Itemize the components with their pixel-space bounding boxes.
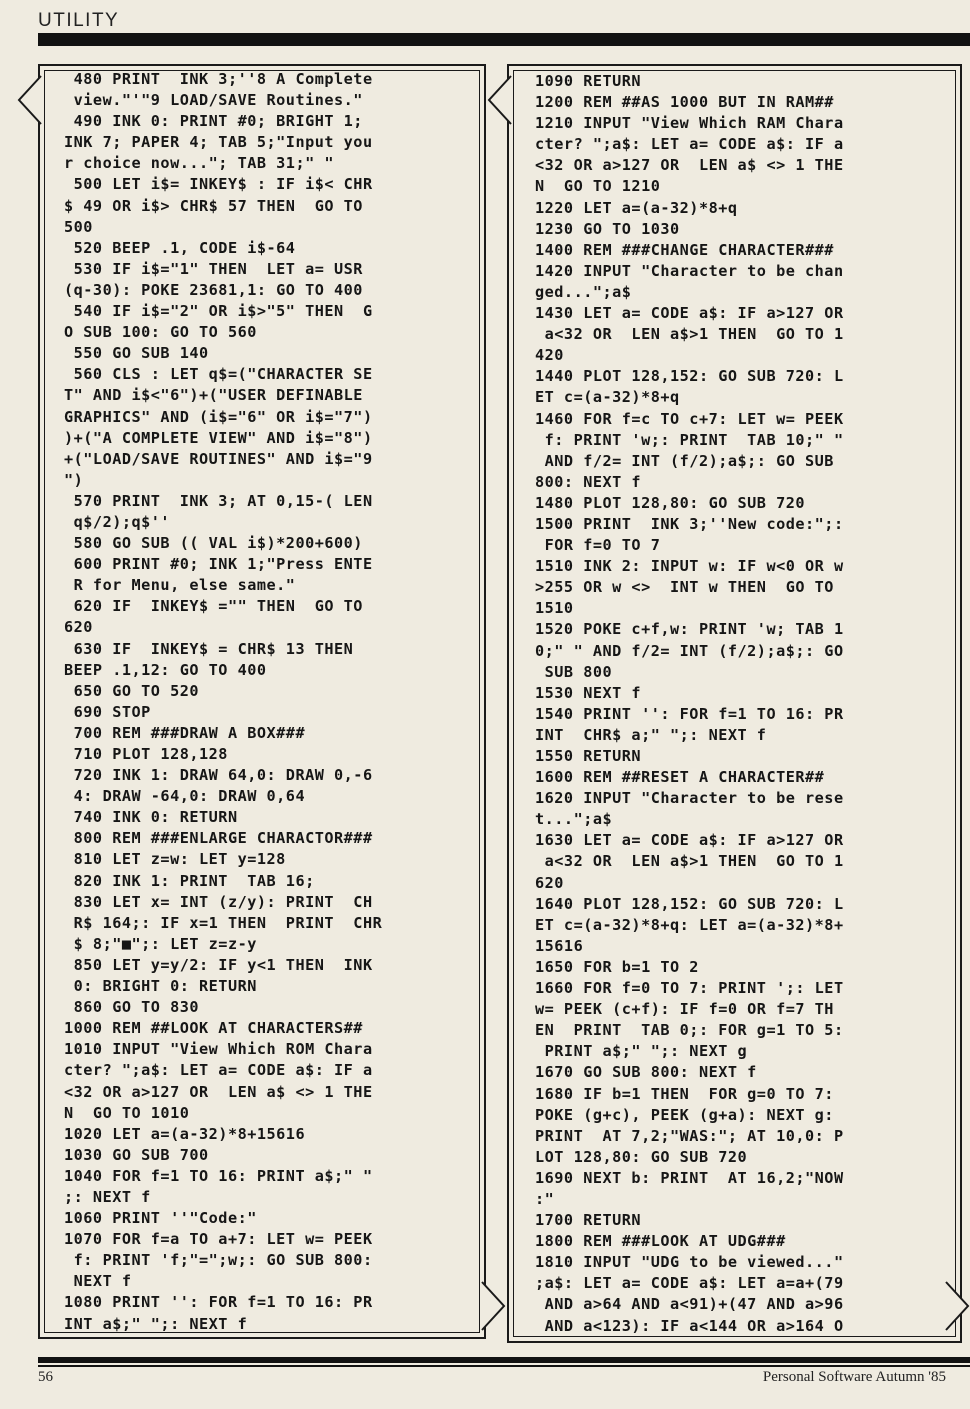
code-line: T" AND i$<"6")+("USER DEFINABLE (64, 386, 363, 405)
code-line: 4: DRAW -64,0: DRAW 0,64 (64, 787, 306, 806)
left-panel-right-arrow-icon (480, 1278, 508, 1334)
code-line: 1620 INPUT "Character to be rese (535, 789, 844, 808)
code-line: 1020 LET a=(a-32)*8+15616 (64, 1124, 306, 1143)
code-line: 1220 LET a=(a-32)*8+q (535, 198, 738, 217)
code-line: 0: BRIGHT 0: RETURN (64, 977, 257, 996)
code-line: INT CHR$ a;" ";: NEXT f (535, 725, 767, 744)
section-title: UTILITY (38, 10, 120, 31)
code-line: N GO TO 1210 (535, 177, 661, 196)
code-line: O SUB 100: GO TO 560 (64, 323, 257, 342)
code-line: 1460 FOR f=c TO c+7: LET w= PEEK (535, 409, 844, 428)
code-line: 700 REM ###DRAW A BOX### (64, 723, 306, 742)
code-line: N GO TO 1010 (64, 1103, 190, 1122)
code-line: ") (64, 470, 84, 489)
code-line: EN PRINT TAB 0;: FOR g=1 TO 5: (535, 1021, 844, 1040)
code-line: AND a<123): IF a<144 OR a>164 O (535, 1316, 844, 1335)
code-line: 630 IF INKEY$ = CHR$ 13 THEN (64, 639, 354, 658)
code-line: 1500 PRINT INK 3;''New code:";: (535, 514, 844, 533)
code-line: 1680 IF b=1 THEN FOR g=0 TO 7: (535, 1084, 834, 1103)
code-line: cter? ";a$: LET a= CODE a$: IF a (64, 1061, 373, 1080)
bottom-rule-thin (38, 1365, 970, 1367)
code-line: 1550 RETURN (535, 747, 642, 765)
code-line: 1690 NEXT b: PRINT AT 16,2;"NOW (535, 1168, 844, 1187)
code-line: 1670 GO SUB 800: NEXT f (535, 1063, 757, 1082)
left-listing-panel (38, 64, 486, 1339)
code-line: >255 OR w <> INT w THEN GO TO (535, 578, 834, 597)
code-line: ;: NEXT f (64, 1187, 151, 1206)
code-line: 650 GO TO 520 (64, 681, 200, 700)
code-line: t...";a$ (535, 810, 613, 829)
left-panel-left-arrow-icon (15, 72, 43, 128)
code-line: 860 GO TO 830 (64, 998, 200, 1017)
code-line: 480 PRINT INK 3;''8 A Complete (64, 70, 373, 88)
code-line: )+("A COMPLETE VIEW" AND i$="8") (64, 428, 373, 447)
code-line: 810 LET z=w: LET y=128 (64, 850, 286, 869)
code-line: 1040 FOR f=1 TO 16: PRINT a$;" " (64, 1166, 373, 1185)
code-line: 1010 INPUT "View Which ROM Chara (64, 1040, 373, 1059)
code-line: 1420 INPUT "Character to be chan (535, 261, 844, 280)
code-line: 1400 REM ###CHANGE CHARACTER### (535, 240, 834, 259)
code-line: 1210 INPUT "View Which RAM Chara (535, 114, 844, 133)
code-line: 1510 INK 2: INPUT w: IF w<0 OR w (535, 557, 844, 576)
code-line: 1430 LET a= CODE a$: IF a>127 OR (535, 304, 844, 323)
code-line: SUB 800 (535, 662, 613, 681)
code-line: 500 LET i$= INKEY$ : IF i$< CHR (64, 175, 373, 194)
code-line: r choice now..."; TAB 31;" " (64, 154, 335, 173)
code-line: 500 (64, 217, 93, 236)
code-line: 1650 FOR b=1 TO 2 (535, 957, 699, 976)
code-line: 1530 NEXT f (535, 683, 642, 702)
code-line: :" (535, 1189, 555, 1208)
page-number: 56 (38, 1369, 53, 1385)
code-line: f: PRINT 'w;: PRINT TAB 10;" " (535, 430, 844, 449)
code-line: 1600 REM ##RESET A CHARACTER## (535, 768, 825, 787)
code-line: 530 IF i$="1" THEN LET a= USR (64, 259, 363, 278)
code-line: 520 BEEP .1, CODE i$-64 (64, 238, 296, 257)
code-line: $ 8;"■";: LET z=z-y (64, 934, 257, 953)
code-line: 420 (535, 346, 564, 365)
code-line: <32 OR a>127 OR LEN a$ <> 1 THE (64, 1082, 373, 1101)
code-line: PRINT AT 7,2;"WAS:"; AT 10,0: P (535, 1126, 844, 1145)
code-line: 1230 GO TO 1030 (535, 219, 680, 238)
code-line: 1480 PLOT 128,80: GO SUB 720 (535, 493, 806, 512)
top-rule (38, 33, 970, 46)
code-line: PRINT a$;" ";: NEXT g (535, 1042, 748, 1061)
code-line: 540 IF i$="2" OR i$>"5" THEN G (64, 302, 373, 321)
code-line: q$/2);q$'' (64, 512, 171, 531)
code-line: NEXT f (64, 1272, 132, 1291)
code-line: 1540 PRINT '': FOR f=1 TO 16: PR (535, 704, 844, 723)
code-line: 1060 PRINT ''"Code:" (64, 1209, 257, 1228)
code-line: 710 PLOT 128,128 (64, 745, 228, 763)
code-line: ET c=(a-32)*8+q: LET a=(a-32)*8+ (535, 915, 844, 934)
code-line: 620 (64, 618, 93, 637)
code-line: 550 GO SUB 140 (64, 344, 209, 363)
code-line: 1090 RETURN (535, 72, 642, 90)
code-line: ged...";a$ (535, 282, 632, 301)
code-line: 1810 INPUT "UDG to be viewed..." (535, 1253, 844, 1272)
code-line: a<32 OR LEN a$>1 THEN GO TO 1 (535, 325, 844, 344)
code-line: GRAPHICS" AND (i$="6" OR i$="7") (64, 407, 373, 426)
code-line: 580 GO SUB (( VAL i$)*200+600) (64, 534, 363, 553)
code-line: AND a>64 AND a<91)+(47 AND a>96 (535, 1295, 844, 1314)
code-line: 600 PRINT #0; INK 1;"Press ENTE (64, 555, 373, 574)
code-line: (q-30): POKE 23681,1: GO TO 400 (64, 280, 363, 299)
code-line: BEEP .1,12: GO TO 400 (64, 660, 267, 679)
code-line: 1200 REM ##AS 1000 BUT IN RAM## (535, 93, 834, 112)
code-line: ET c=(a-32)*8+q (535, 388, 680, 407)
code-line: 490 INK 0: PRINT #0; BRIGHT 1; (64, 112, 363, 131)
code-line: cter? ";a$: LET a= CODE a$: IF a (535, 135, 844, 154)
code-line: R$ 164;: IF x=1 THEN PRINT CHR (64, 913, 383, 932)
code-line: w= PEEK (c+f): IF f=0 OR f=7 TH (535, 1000, 834, 1019)
code-line: 690 STOP (64, 702, 151, 721)
code-line: POKE (g+c), PEEK (g+a): NEXT g: (535, 1105, 834, 1124)
code-line: 15616 (535, 936, 584, 955)
code-line: INT a$;" ";: NEXT f (64, 1314, 248, 1333)
code-line: 850 LET y=y/2: IF y<1 THEN INK (64, 955, 373, 974)
code-line: ;a$: LET a= CODE a$: LET a=a+(79 (535, 1274, 844, 1293)
code-line: FOR f=0 TO 7 (535, 536, 661, 555)
code-line: R for Menu, else same." (64, 576, 296, 595)
code-line: 800 REM ###ENLARGE CHARACTOR### (64, 829, 373, 848)
code-line: LOT 128,80: GO SUB 720 (535, 1147, 748, 1166)
code-line: 1070 FOR f=a TO a+7: LET w= PEEK (64, 1230, 373, 1249)
code-line: 570 PRINT INK 3; AT 0,15-( LEN (64, 491, 373, 510)
bottom-rule (38, 1357, 970, 1363)
left-code-listing (64, 69, 382, 1335)
code-line: <32 OR a>127 OR LEN a$ <> 1 THE (535, 156, 844, 175)
code-line: 1660 FOR f=0 TO 7: PRINT ';: LET (535, 979, 844, 998)
code-line: 820 INK 1: PRINT TAB 16; (64, 871, 315, 890)
code-line: $ 49 OR i$> CHR$ 57 THEN GO TO (64, 196, 363, 215)
code-line: 1630 LET a= CODE a$: IF a>127 OR (535, 831, 844, 850)
code-line: 1000 REM ##LOOK AT CHARACTERS## (64, 1019, 363, 1038)
code-line: AND f/2= INT (f/2);a$;: GO SUB (535, 451, 834, 470)
code-line: 1640 PLOT 128,152: GO SUB 720: L (535, 894, 844, 913)
code-line: 1700 RETURN (535, 1211, 642, 1230)
code-line: f: PRINT 'f;"=";w;: GO SUB 800: (64, 1251, 373, 1270)
code-line: 620 (535, 873, 564, 892)
code-line: 800: NEXT f (535, 472, 642, 491)
code-line: +("LOAD/SAVE ROUTINES" AND i$="9 (64, 449, 373, 468)
code-line: 720 INK 1: DRAW 64,0: DRAW 0,-6 (64, 766, 373, 785)
code-line: view."'"9 LOAD/SAVE Routines." (64, 91, 363, 110)
code-line: 1440 PLOT 128,152: GO SUB 720: L (535, 367, 844, 386)
code-line: 620 IF INKEY$ ="" THEN GO TO (64, 597, 363, 616)
code-line: 560 CLS : LET q$=("CHARACTER SE (64, 365, 373, 384)
code-line: 0;" " AND f/2= INT (f/2);a$;: GO (535, 641, 844, 660)
code-line: 1080 PRINT '': FOR f=1 TO 16: PR (64, 1293, 373, 1312)
code-line: 740 INK 0: RETURN (64, 808, 238, 827)
code-line: 1800 REM ###LOOK AT UDG### (535, 1232, 786, 1251)
right-panel-left-arrow-icon (485, 72, 513, 128)
code-line: 1030 GO SUB 700 (64, 1145, 209, 1164)
right-panel-right-arrow-icon (944, 1278, 970, 1334)
code-line: 830 LET x= INT (z/y): PRINT CH (64, 892, 373, 911)
publication-footer: Personal Software Autumn '85 (762, 1369, 946, 1385)
code-line: INK 7; PAPER 4; TAB 5;"Input you (64, 133, 373, 152)
code-line: 1520 POKE c+f,w: PRINT 'w; TAB 1 (535, 620, 844, 639)
code-line: 1510 (535, 599, 574, 618)
right-code-listing (535, 71, 844, 1337)
code-line: a<32 OR LEN a$>1 THEN GO TO 1 (535, 852, 844, 871)
right-listing-panel (507, 64, 962, 1343)
